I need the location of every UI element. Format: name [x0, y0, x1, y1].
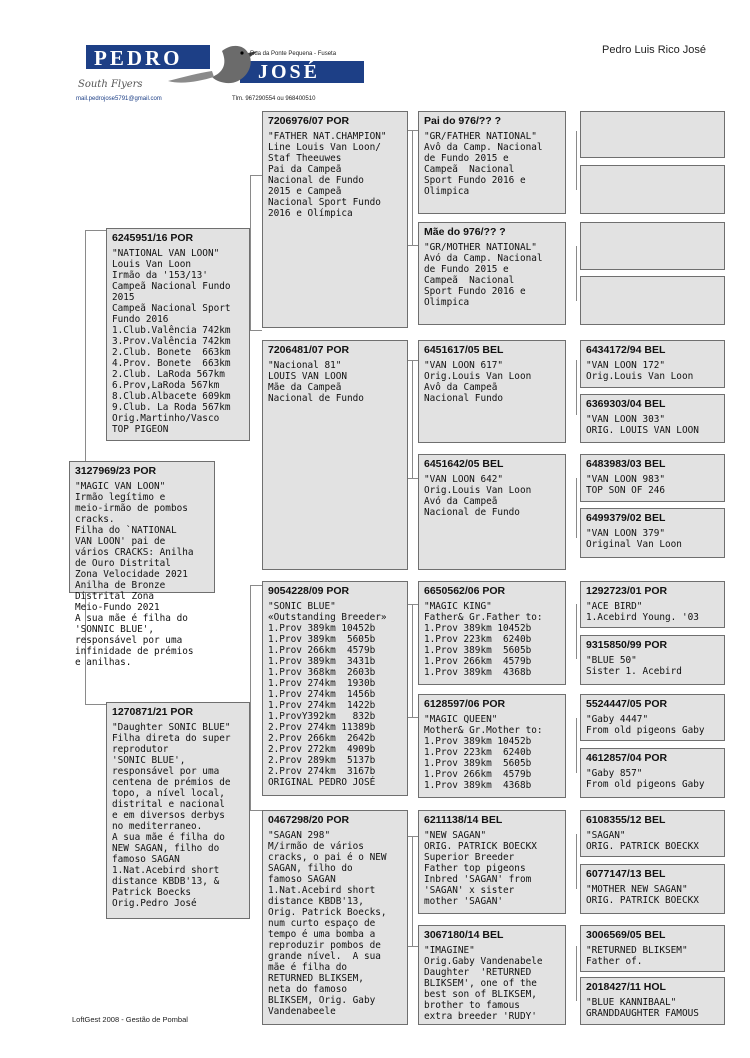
pigeon-card-empty	[580, 111, 725, 158]
ring-number: 1292723/01 POR	[586, 585, 668, 597]
pigeon-description: "SAGAN" ORIG. PATRICK BOECKX	[586, 830, 699, 852]
pigeon-card-empty	[580, 165, 725, 214]
connector-line	[408, 478, 418, 479]
pigeon-description: "BLUE KANNIBAAL" GRANDDAUGHTER FAMOUS	[586, 997, 699, 1019]
ring-number: 6108355/12 BEL	[586, 814, 666, 826]
pigeon-card-great-grandparent	[580, 864, 725, 914]
logo-address: Rua da Ponte Pequena - Fuseta	[250, 51, 337, 57]
pigeon-description: "Gaby 4447" From old pigeons Gaby	[586, 714, 705, 736]
connector-line	[412, 130, 413, 245]
logo-tagline: South Flyers	[78, 79, 143, 90]
ring-number: 6434172/94 BEL	[586, 344, 666, 356]
ring-number: 1270871/21 POR	[112, 706, 194, 718]
pigeon-card-empty	[580, 222, 725, 270]
ring-number: 7206976/07 POR	[268, 115, 350, 127]
pigeon-description: "Nacional 81" LOUIS VAN LOON Mãe da Campeã Nacional de Fundo	[268, 360, 364, 404]
connector-line	[412, 360, 413, 478]
connector-line	[408, 946, 418, 947]
connector-line	[408, 717, 418, 718]
connector-line	[250, 810, 262, 811]
pigeon-card-dsd	[418, 694, 566, 798]
pigeon-card-subject	[69, 461, 215, 668]
pigeon-description: "VAN LOON 379" Original Van Loon	[586, 528, 682, 550]
loft-logo	[72, 41, 372, 107]
connector-line	[85, 704, 106, 705]
ring-number: 6077147/13 BEL	[586, 868, 666, 880]
connector-line	[250, 585, 251, 810]
connector-line	[408, 604, 418, 605]
ring-number: 3067180/14 BEL	[424, 929, 504, 941]
connector-line	[576, 246, 577, 301]
pigeon-description: "VAN LOON 172" Orig.Louis Van Loon	[586, 360, 694, 382]
logo-word-jose: JOSÉ	[258, 61, 321, 83]
pigeon-description: "IMAGINE" Orig.Gaby Vandenabele Daughter 'RETURNED BLIKSEM', one of the best son of BLIKSEM, brother to famous extra breeder 'RUDY'	[424, 945, 543, 1022]
connector-line	[408, 245, 418, 246]
pigeon-description: "SONIC BLUE" «Outstanding Breeder» 1.Prov 389km 10452b 1.Prov 389km 5605b 1.Prov 266km 4579b 1.Prov 389km 3431b 1.Prov 368km 2603b 1.Prov 274km 1930b 1.Prov 274km 1456b 1.Prov 274km 1422b 1.ProvY392km 832b 2.Prov 274km 11389b 2.Prov 266km 2642b 2.Prov 272km 4909b 2.Prov 289km 5137b 2.Prov 274km 3167b ORIGINAL PEDRO JOSÉ	[268, 601, 387, 788]
connector-line	[85, 230, 86, 461]
pigeon-description: "MOTHER NEW SAGAN" ORIG. PATRICK BOECKX	[586, 884, 699, 906]
pigeon-description: "GR/MOTHER NATIONAL" Avó da Camp. Nacional de Fundo 2015 e Campeã Nacional Sport Fundo 2016 e Olimpica	[424, 242, 543, 308]
ring-number: 6451617/05 BEL	[424, 344, 504, 356]
connector-line	[250, 330, 262, 331]
pigeon-description: "VAN LOON 983" TOP SON OF 246	[586, 474, 666, 496]
pigeon-description: "SAGAN 298" M/irmão de vários cracks, o pai é o NEW SAGAN, filho do famoso SAGAN 1.Nat.Acebird short distance KBDB'13, Orig. Patrick Boecks, num curto espaço de tempo é uma bomba a reproduzir pombos de grande nível. A sua mãe é filha do RETURNED BLIKSEM, neta do famoso BLIKSEM, Orig. Gaby Vandenabeele	[268, 830, 387, 1017]
pigeon-card-sss	[418, 111, 566, 214]
pigeon-card-great-grandparent	[580, 810, 725, 857]
connector-line	[85, 230, 106, 231]
pigeon-description: "Gaby 857" From old pigeons Gaby	[586, 768, 705, 790]
pigeon-description: "NATIONAL VAN LOON" Louis Van Loon Irmão da '153/13' Campeã Nacional Fundo 2015 Campeã Nacional Sport Fundo 2016 1.Club.Valência 742km 3.Prov.Valência 742km 2.Club. Bonete 663km 4.Prov. Bonete 663km 2.Club. LaRoda 567km 6.Prov,LaRoda 567km 8.Club.Albacete 609km 9.Club. La Roda 567km Orig.Martinho/Vasco TOP PIGEON	[112, 248, 231, 435]
pigeon-card-great-grandparent	[580, 748, 725, 798]
pigeon-card-sire-sire	[262, 111, 408, 328]
pigeon-description: "ACE BIRD" 1.Acebird Young. '03	[586, 601, 699, 623]
ring-number: 6245951/16 POR	[112, 232, 194, 244]
pigeon-description: "VAN LOON 303" ORIG. LOUIS VAN LOON	[586, 414, 699, 436]
pigeon-description: "VAN LOON 642" Orig.Louis Van Loon Avó da Campeã Nacional de Fundo	[424, 474, 532, 518]
pigeon-description: "VAN LOON 617" Orig.Louis Van Loon Avô da Campeã Nacional Fundo	[424, 360, 532, 404]
connector-line	[576, 131, 577, 190]
connector-line	[412, 604, 413, 717]
pigeon-card-dss	[418, 581, 566, 685]
pigeon-card-dam	[106, 702, 250, 919]
logo-word-pedro: PEDRO	[94, 46, 183, 70]
pigeon-card-ddd	[418, 925, 566, 1025]
pigeon-card-dam-dam	[262, 810, 408, 1025]
ring-number: 0467298/20 POR	[268, 814, 350, 826]
pigeon-card-dds	[418, 810, 566, 914]
pigeon-card-great-grandparent	[580, 977, 725, 1025]
connector-line	[576, 478, 577, 538]
pigeon-card-great-grandparent	[580, 340, 725, 388]
pigeon-card-ssd	[418, 222, 566, 325]
pigeon-card-great-grandparent	[580, 454, 725, 502]
connector-line	[250, 175, 251, 330]
ring-number: 4612857/04 POR	[586, 752, 668, 764]
ring-number: 6650562/06 POR	[424, 585, 506, 597]
connector-line	[250, 585, 262, 586]
ring-number: 6483983/03 BEL	[586, 458, 666, 470]
ring-number: 6369303/04 BEL	[586, 398, 666, 410]
pigeon-description: "Daughter SONIC BLUE" Filha direta do super reprodutor 'SONIC BLUE', responsável por uma centena de prémios de topo, a nível local, distrital e nacional e em diversos derbys no mediterraneo. A sua mãe é filha do NEW SAGAN, filho do famoso SAGAN 1.Nat.Acebird short distance KBDB'13, & Patrick Boecks Orig.Pedro José	[112, 722, 231, 909]
connector-line	[412, 836, 413, 946]
pigeon-card-great-grandparent	[580, 694, 725, 741]
footer-credit: LoftGest 2008 - Gestão de Pombal	[72, 1015, 188, 1024]
ring-number: 9315850/99 POR	[586, 639, 668, 651]
ring-number: 6451642/05 BEL	[424, 458, 504, 470]
pigeon-card-great-grandparent	[580, 925, 725, 972]
pigeon-card-sire-dam	[262, 340, 408, 570]
connector-line	[576, 604, 577, 659]
connector-line	[576, 834, 577, 889]
pigeon-card-great-grandparent	[580, 635, 725, 685]
ring-number: Mãe do 976/?? ?	[424, 226, 506, 238]
owner-name: Pedro Luis Rico José	[602, 44, 706, 56]
ring-number: 5524447/05 POR	[586, 698, 668, 710]
connector-line	[576, 718, 577, 773]
pigeon-description: "MAGIC KING" Father& Gr.Father to: 1.Prov 389km 10452b 1.Prov 223km 6240b 1.Prov 389km 5605b 1.Prov 266km 4579b 1.Prov 389km 4368b	[424, 601, 543, 678]
pigeon-card-empty	[580, 276, 725, 325]
pigeon-card-sire	[106, 228, 250, 441]
connector-line	[408, 130, 418, 131]
logo-email: mail.pedrojose5791@gmail.com	[76, 96, 162, 102]
pigeon-description: "RETURNED BLIKSEM" Father of.	[586, 945, 688, 967]
pigeon-description: "FATHER NAT.CHAMPION" Line Louis Van Loon/ Staf Theeuwes Pai da Campeã Nacional de Fundo 2015 e Campeã Nacional Sport Fundo 2016 e Olímpica	[268, 131, 387, 219]
ring-number: 3006569/05 BEL	[586, 929, 666, 941]
pigeon-description: "GR/FATHER NATIONAL" Avô da Camp. Nacional de Fundo 2015 e Campeã Nacional Sport Fundo 2016 e Olimpica	[424, 131, 543, 197]
connector-line	[408, 836, 418, 837]
pigeon-card-great-grandparent	[580, 581, 725, 628]
pigeon-description: "MAGIC VAN LOON" Irmão legítimo e meio-irmão de pombos cracks. Filha do `NATIONAL VAN LOON' pai de vários CRACKS: Anilha de Ouro Distrital Zona Velocidade 2021 Anilha de Bronze Distrital Zona Meio-Fundo 2021 A sua mãe é filha do 'SONNIC BLUE', responsável por uma infinidade de prémios e anilhas.	[75, 481, 194, 668]
pigeon-description: "BLUE 50" Sister 1. Acebird	[586, 655, 682, 677]
pigeon-description: "NEW SAGAN" ORIG. PATRICK BOECKX Superior Breeder Father top pigeons Inbred 'SAGAN' from 'SAGAN' x sister mother 'SAGAN'	[424, 830, 537, 907]
connector-line	[576, 946, 577, 1001]
pigeon-card-sdd	[418, 454, 566, 570]
connector-line	[250, 175, 262, 176]
ring-number: 6499379/02 BEL	[586, 512, 666, 524]
ring-number: Pai do 976/?? ?	[424, 115, 502, 127]
connector-line	[576, 360, 577, 415]
pigeon-card-sds	[418, 340, 566, 443]
ring-number: 2018427/11 HOL	[586, 981, 666, 993]
pigeon-description: "MAGIC QUEEN" Mother& Gr.Mother to: 1.Prov 389km 10452b 1.Prov 223km 6240b 1.Prov 389km 5605b 1.Prov 266km 4579b 1.Prov 389km 4368b	[424, 714, 543, 791]
logo-phone: Tlm. 967290554 ou 968400510	[232, 96, 316, 102]
connector-line	[408, 360, 418, 361]
pigeon-card-great-grandparent	[580, 394, 725, 443]
pigeon-card-dam-sire	[262, 581, 408, 796]
ring-number: 9054228/09 POR	[268, 585, 350, 597]
ring-number: 6128597/06 POR	[424, 698, 506, 710]
ring-number: 6211138/14 BEL	[424, 814, 503, 826]
pigeon-card-great-grandparent	[580, 508, 725, 558]
ring-number: 7206481/07 POR	[268, 344, 350, 356]
ring-number: 3127969/23 POR	[75, 465, 157, 477]
